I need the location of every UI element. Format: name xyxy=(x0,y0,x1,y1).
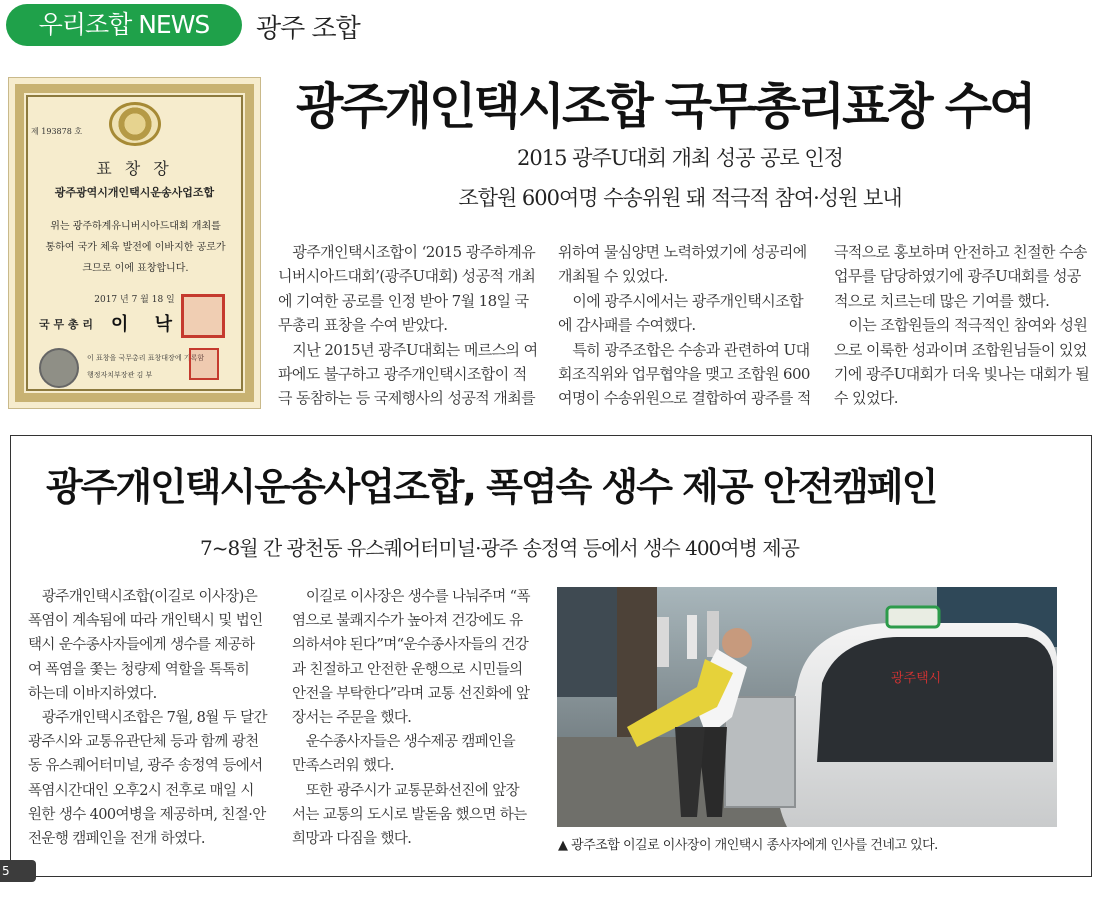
taxi-sign-text: 광주택시 xyxy=(891,671,942,686)
text-line: 에 기여한 공로를 인정 받아 7월 18일 국 xyxy=(278,291,529,310)
certificate-line: 통하여 국가 체육 발전에 이바지한 공로가 xyxy=(45,242,226,253)
article2-headline: 광주개인택시운송사업조합, 폭염속 생수 제공 안전캠페인 xyxy=(46,465,937,509)
text-line: 에 감사패를 수여했다. xyxy=(558,316,696,335)
text-line: 또한 광주시가 교통문화선진에 앞장 xyxy=(292,782,520,799)
text-line: 폭염이 계속됨에 따라 개인택시 및 법인 xyxy=(28,613,263,630)
text-line: 광주시와 교통유관단체 등과 함께 광천 xyxy=(28,734,259,751)
text-line: 서는 교통의 도시로 발돋움 했으면 하는 xyxy=(292,806,527,823)
text-line: 여명이 수송위원으로 결합하여 광주를 적 xyxy=(558,389,811,408)
article1-column-1 xyxy=(278,240,537,411)
certificate-body xyxy=(35,216,236,279)
article2-column-1 xyxy=(28,585,267,851)
text-line: 개최될 수 있었다. xyxy=(558,267,668,286)
article1-subhead: 조합원 600여명 수송위원 돼 적극적 참여·성원 보내 xyxy=(458,186,902,210)
text-line: 극적으로 홍보하며 안전하고 친절한 수송 xyxy=(834,243,1087,261)
text-line: 희망과 다짐을 했다. xyxy=(292,831,412,848)
certificate-signer-title: 국 무 총 리 xyxy=(39,318,93,331)
text-line: 과 친절하고 안전한 운행으로 시민들의 xyxy=(292,661,523,678)
text-line: 특히 광주조합은 수송과 관련하여 U대 xyxy=(558,340,810,359)
text-line: 업무를 담당하였기에 광주U대회를 성공 xyxy=(834,267,1081,286)
certificate-footnote-line: 행정자치부장관 김 부 xyxy=(87,371,153,379)
text-line: 지난 2015년 광주U대회는 메르스의 여 xyxy=(278,340,538,359)
text-line: 이에 광주시에서는 광주개인택시조합 xyxy=(558,291,803,310)
certificate-title: 표 창 장 xyxy=(96,159,173,178)
text-line: 수 있었다. xyxy=(834,389,898,408)
article1-subhead: 2015 광주U대회 개최 성공 공로 인정 xyxy=(517,146,843,170)
text-line: 전운행 캠페인을 전개 하였다. xyxy=(28,831,205,848)
certificate-number: 제 193878 호 xyxy=(31,127,83,136)
text-line: 위하여 물심양면 노력하였기에 성공리에 xyxy=(558,243,807,261)
text-line: 이는 조합원들의 적극적인 참여와 성원 xyxy=(834,316,1088,335)
text-line: 안전을 부탁한다”라며 교통 선진화에 앞 xyxy=(292,685,530,702)
article1-headline: 광주개인택시조합 국무총리표창 수여 xyxy=(296,78,1034,135)
text-line: 기에 광주U대회가 더욱 빛나는 대회가 될 xyxy=(834,365,1090,384)
text-line: 광주개인택시조합이 ‘2015 광주하계유 xyxy=(278,243,536,261)
text-line: 적으로 치르는데 많은 기여를 했다. xyxy=(834,291,1050,310)
text-line: 광주개인택시조합(이길로 이사장)은 xyxy=(28,589,258,605)
article2-column-2 xyxy=(292,585,530,851)
text-line: 원한 생수 400여병을 제공하며, 친절·안 xyxy=(28,806,266,823)
text-line: 의하셔야 된다”며“운수종사자들의 건강 xyxy=(292,637,529,654)
text-line: 파에도 불구하고 광주개인택시조합이 적 xyxy=(278,365,527,384)
text-line: 여 폭염을 쫓는 청량제 역할을 톡톡히 xyxy=(28,661,250,678)
text-line: 회조직위와 업무협약을 맺고 조합원 600 xyxy=(558,365,810,384)
text-line: 운수종사자들은 생수제공 캠페인을 xyxy=(292,734,516,751)
text-line: 무총리 표창을 수여 받았다. xyxy=(278,316,448,335)
text-line: 폭염시간대인 오후2시 전후로 매일 시 xyxy=(28,782,254,799)
photo-caption: ▲ 광주조합 이길로 이사장이 개인택시 종사자에게 인사를 건네고 있다. xyxy=(558,838,938,853)
certificate-footnote-line: 이 표창을 국무총리 표창대장에 기록함 xyxy=(87,354,205,362)
article1-column-2 xyxy=(558,240,811,411)
text-line: 장서는 주문을 했다. xyxy=(292,710,412,727)
red-seal-icon xyxy=(181,294,225,338)
ruler-badge: 5 mm xyxy=(0,860,36,882)
text-line: 광주개인택시조합은 7월, 8월 두 달간 xyxy=(28,710,267,727)
news-section-badge: 우리조합 NEWS xyxy=(6,4,242,46)
certificate-footnote xyxy=(87,350,204,384)
article1-column-3 xyxy=(834,240,1089,411)
certificate-line: 위는 광주하계유니버시아드대회 개최를 xyxy=(50,221,221,232)
text-line: 니버시아드대회’(광주U대회) 성공적 개최 xyxy=(278,267,536,286)
campaign-photo xyxy=(557,587,1057,827)
text-line: 이길로 이사장은 생수를 나눠주며 “폭 xyxy=(292,589,530,605)
section-title: 광주 조합 xyxy=(256,14,360,44)
text-line: 택시 운수종사자들에게 생수를 제공하 xyxy=(28,637,255,654)
government-emblem-icon xyxy=(109,102,161,146)
red-seal-icon xyxy=(189,348,219,380)
text-line: 만족스러워 했다. xyxy=(292,758,394,775)
campaign-photo-illustration xyxy=(557,587,1057,827)
text-line: 극 동참하는 등 국제행사의 성공적 개최를 xyxy=(278,389,535,408)
certificate-line: 크므로 이에 표창합니다. xyxy=(82,263,189,274)
article2-subhead: 7~8월 간 광천동 유스퀘어터미널·광주 송정역 등에서 생수 400여병 제공 xyxy=(200,536,799,560)
text-line: 염으로 불쾌지수가 높아져 건강에도 유 xyxy=(292,613,523,630)
certificate-date: 2017 년 7 월 18 일 xyxy=(94,295,175,305)
text-line: 동 유스퀘어터미널, 광주 송정역 등에서 xyxy=(28,758,263,775)
text-line: 으로 이룩한 성과이며 조합원님들이 있었 xyxy=(834,340,1087,359)
certificate-signer-name: 이 낙 xyxy=(111,314,183,335)
certificate-recipient: 광주광역시개인택시운송사업조합 xyxy=(54,186,215,199)
award-certificate-image xyxy=(8,77,261,409)
round-stamp-icon xyxy=(39,348,79,388)
text-line: 하는데 이바지하였다. xyxy=(28,685,157,702)
